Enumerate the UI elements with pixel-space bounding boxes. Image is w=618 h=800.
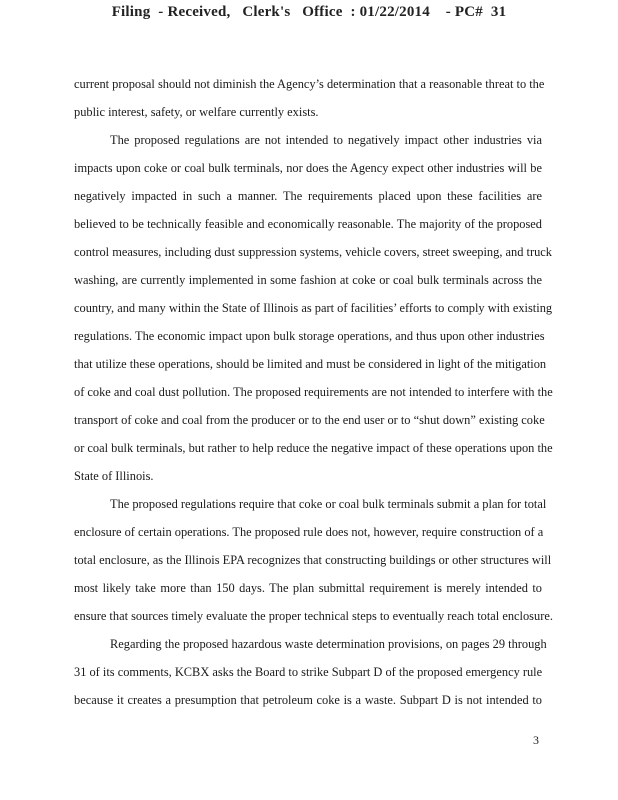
text-line: impacts upon coke or coal bulk terminals, nor does the Agency expect other industries will be bbox=[74, 161, 542, 175]
paragraph-3 bbox=[74, 490, 553, 630]
paragraph-1 bbox=[74, 70, 545, 126]
text-line: ensure that sources timely evaluate the proper technical steps to eventually reach total enclosure. bbox=[74, 609, 553, 623]
text-line: washing, are currently implemented in some fashion at coke or coal bulk terminals across the bbox=[74, 273, 542, 287]
text-line: that utilize these operations, should be limited and must be considered in light of the mitigation bbox=[74, 357, 547, 371]
page-number: 3 bbox=[533, 733, 539, 747]
paragraph-2 bbox=[74, 126, 553, 490]
text-line: The proposed regulations are not intended to negatively impact other industries via bbox=[110, 133, 542, 147]
text-line: regulations. The economic impact upon bulk storage operations, and thus upon other industries bbox=[74, 329, 545, 343]
text-line: most likely take more than 150 days. The plan submittal requirement is merely intended to bbox=[74, 581, 542, 595]
text-line: current proposal should not diminish the Agency’s determination that a reasonable threat to the bbox=[74, 77, 545, 91]
text-line: control measures, including dust suppression systems, vehicle covers, street sweeping, and truck bbox=[74, 245, 552, 259]
text-line: country, and many within the State of Illinois as part of facilities’ efforts to comply with existing bbox=[74, 301, 553, 315]
text-line: public interest, safety, or welfare currently exists. bbox=[74, 105, 319, 119]
text-line: negatively impacted in such a manner. The requirements placed upon these facilities are bbox=[74, 189, 542, 203]
text-line: believed to be technically feasible and economically reasonable. The majority of the proposed bbox=[74, 217, 542, 231]
text-line: The proposed regulations require that coke or coal bulk terminals submit a plan for total bbox=[110, 497, 547, 511]
text-line: transport of coke and coal from the producer or to the end user or to “shut down” existing coke bbox=[74, 413, 545, 427]
text-line: or coal bulk terminals, but rather to help reduce the negative impact of these operations upon the bbox=[74, 441, 553, 455]
text-line: of coke and coal dust pollution. The proposed requirements are not intended to interfere with the bbox=[74, 385, 553, 399]
text-line: enclosure of certain operations. The proposed rule does not, however, require construction of a bbox=[74, 525, 544, 539]
text-line: State of Illinois. bbox=[74, 469, 154, 483]
body-text bbox=[74, 70, 553, 714]
text-line: because it creates a presumption that petroleum coke is a waste. Subpart D is not intended to bbox=[74, 693, 542, 707]
filing-stamp-header: Filing - Received, Clerk's Office : 01/22/2014 - PC# 31 bbox=[111, 4, 507, 20]
text-line: 31 of its comments, KCBX asks the Board to strike Subpart D of the proposed emergency rule bbox=[74, 665, 543, 679]
paragraph-4 bbox=[74, 630, 547, 714]
text-line: total enclosure, as the Illinois EPA recognizes that constructing buildings or other structures will bbox=[74, 553, 552, 567]
text-line: Regarding the proposed hazardous waste determination provisions, on pages 29 through bbox=[110, 637, 547, 651]
